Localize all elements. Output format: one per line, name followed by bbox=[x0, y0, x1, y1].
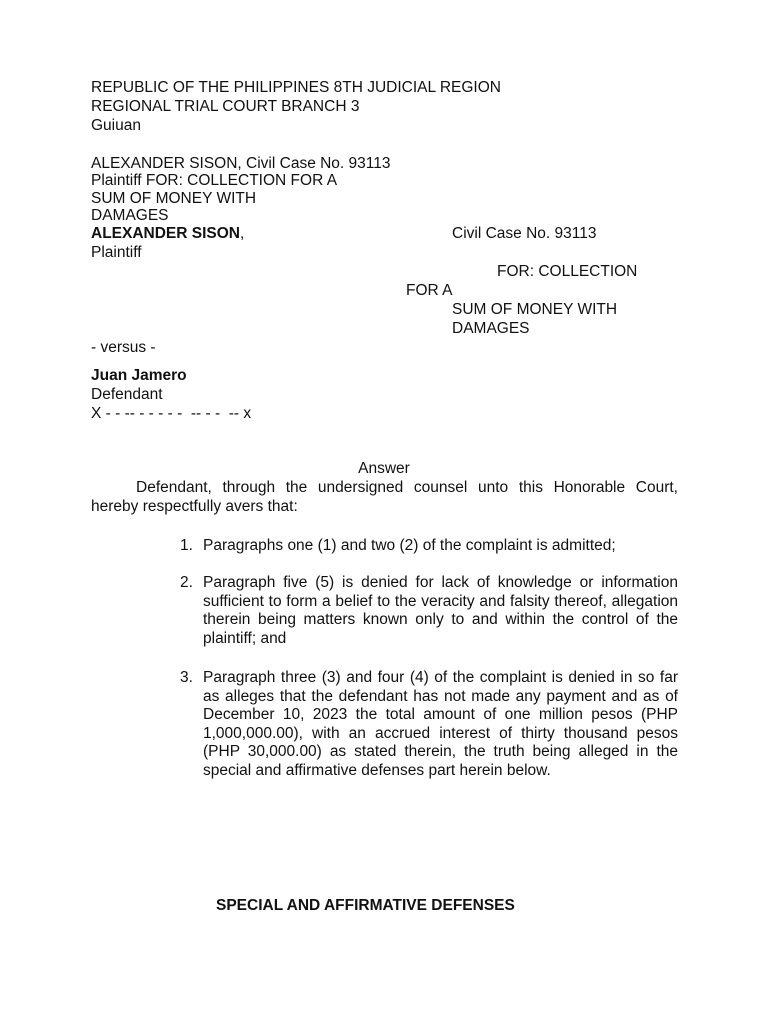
item-3-text: Paragraph three (3) and four (4) of the complaint is denied in so far as alleges that the defendant has not made any payment and as of December 10, 2023 the total amount of one million pesos (PHP 1,000,000.00), with an accrued interest of thirty thousand pesos (PHP 30,000.00) as stated therein, the truth being alleged in the special and affirmative defenses part herein below. bbox=[203, 669, 678, 779]
versus: - versus - bbox=[91, 339, 156, 356]
section-heading: SPECIAL AND AFFIRMATIVE DEFENSES bbox=[216, 897, 515, 914]
summary-line-2: Plaintiff FOR: COLLECTION FOR A bbox=[91, 172, 338, 189]
summary-line-1: ALEXANDER SISON, Civil Case No. 93113 bbox=[91, 155, 391, 172]
item-1-number: 1. bbox=[180, 537, 193, 554]
plaintiff-name-line bbox=[91, 225, 244, 243]
plaintiff-comma: , bbox=[240, 225, 245, 242]
for-a: FOR A bbox=[406, 282, 453, 299]
damages: DAMAGES bbox=[452, 320, 530, 337]
summary-line-3: SUM OF MONEY WITH bbox=[91, 190, 257, 207]
plaintiff-name: ALEXANDER SISON bbox=[91, 225, 240, 242]
for-collection: FOR: COLLECTION bbox=[497, 263, 638, 280]
sum-of-money: SUM OF MONEY WITH bbox=[452, 301, 618, 318]
item-2-text: Paragraph five (5) is denied for lack of knowledge or information sufficient to form a belief to the veracity and falsity thereof, allegation therein being matters known only to and within the control of the plaintiff; and bbox=[203, 574, 678, 647]
court-header-line-1: REPUBLIC OF THE PHILIPPINES 8TH JUDICIAL REGION bbox=[91, 79, 501, 96]
item-2-number: 2. bbox=[180, 574, 193, 591]
document-title: Answer bbox=[358, 460, 410, 477]
item-1-text: Paragraphs one (1) and two (2) of the complaint is admitted; bbox=[203, 537, 616, 554]
defendant-label: Defendant bbox=[91, 386, 163, 403]
court-header-line-3: Guiuan bbox=[91, 117, 141, 134]
case-number: Civil Case No. 93113 bbox=[452, 225, 597, 242]
defendant-name: Juan Jamero bbox=[91, 367, 187, 384]
item-3-number: 3. bbox=[180, 669, 193, 686]
court-header-line-2: REGIONAL TRIAL COURT BRANCH 3 bbox=[91, 98, 360, 115]
summary-line-4: DAMAGES bbox=[91, 207, 169, 224]
caption-separator: X - - -- - - - - - -- - - -- x bbox=[91, 405, 252, 422]
intro-paragraph: Defendant, through the undersigned counsel unto this Honorable Court, hereby respectfully avers that: bbox=[91, 479, 678, 515]
plaintiff-label: Plaintiff bbox=[91, 244, 142, 261]
